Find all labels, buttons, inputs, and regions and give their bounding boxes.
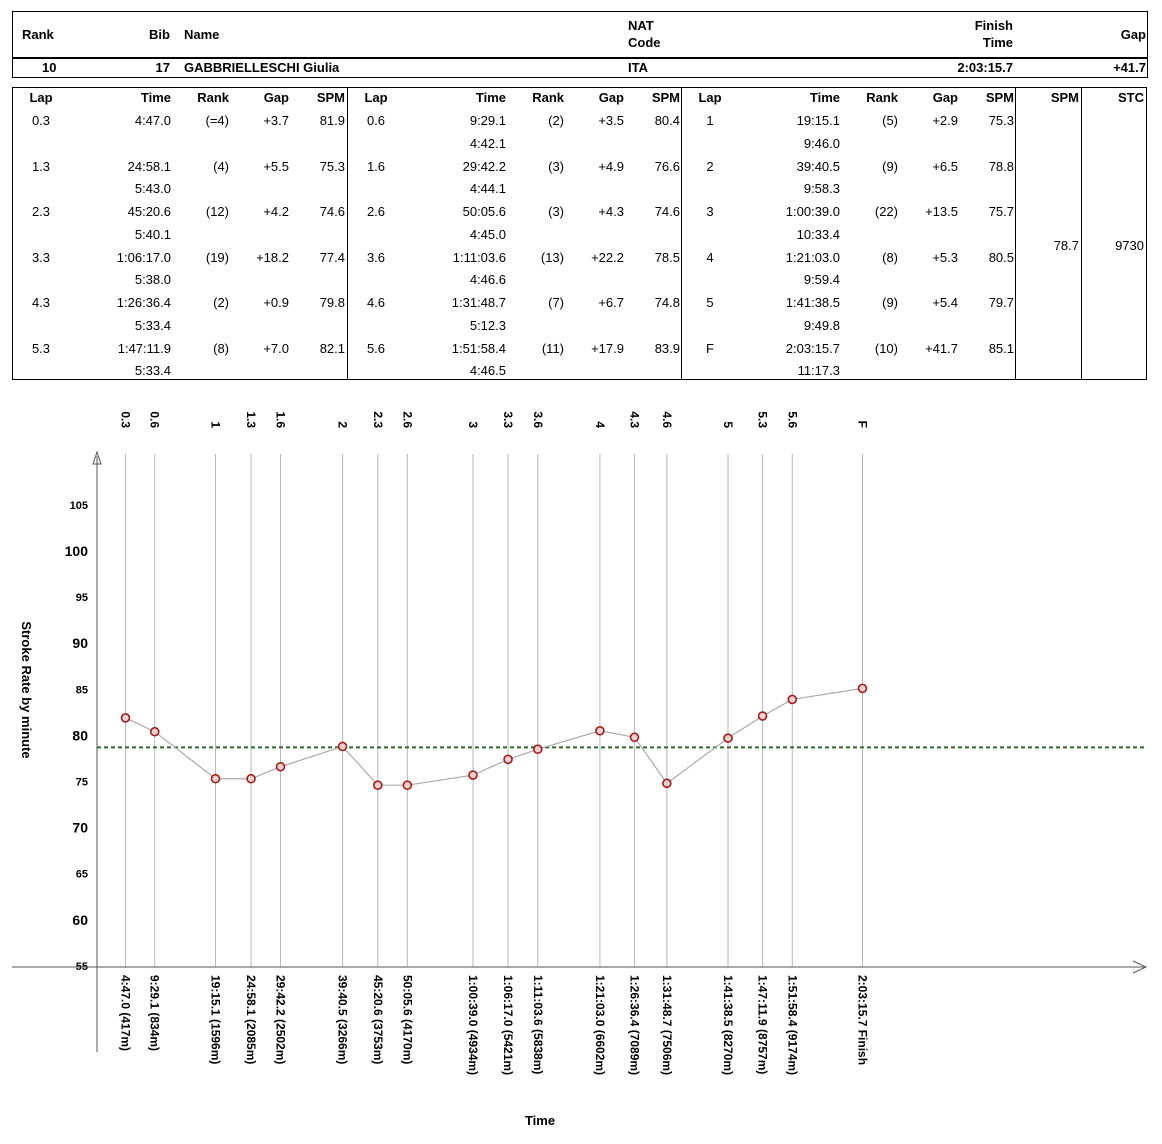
lap-cell-rank: (4) (213, 158, 229, 174)
time-distance-label: 39:40.5 (3266m) (335, 975, 350, 1065)
result-header (12, 11, 1148, 78)
y-tick-label: 90 (72, 635, 88, 652)
y-tick-label: 65 (75, 868, 88, 881)
column-divider (1015, 88, 1016, 379)
lap-cell-rank: (=4) (205, 113, 229, 128)
time-distance-label: 45:20.6 (3753m) (370, 975, 385, 1065)
lap-cell-split: 5:33.4 (134, 363, 171, 378)
spm-markers (122, 684, 867, 789)
lap-cell-rank: (11) (541, 340, 564, 356)
lap-cell-time: 2:03:15.7 (785, 340, 840, 356)
lap-cell-lap: 5 (706, 295, 714, 310)
lap-cell-gap: +7.0 (263, 340, 289, 356)
lap-cell-spm: 78.5 (654, 249, 680, 265)
lap-cell-lap: 3.3 (31, 249, 51, 265)
finish-label-line2: Time (982, 35, 1013, 50)
y-tick-label: 80 (72, 727, 88, 744)
y-tick-label: 105 (69, 499, 88, 512)
lap-cell-gap: +17.9 (591, 340, 624, 356)
summary-stc-header: STC (1118, 90, 1144, 105)
lap-cell-lap: 4 (706, 249, 714, 265)
time-distance-label: 24:58.1 (2085m) (244, 975, 259, 1065)
lap-cell-spm: 83.9 (654, 340, 680, 356)
lap-cell-split: 4:45.0 (469, 226, 506, 242)
column-divider (1081, 88, 1082, 379)
lap-top-label: 4.6 (659, 411, 674, 428)
lap-cell-spm: 75.3 (319, 158, 345, 174)
lap-cell-spm: 74.6 (319, 204, 345, 219)
time-distance-label: 1:21:03.0 (6602m) (592, 975, 607, 1076)
lap-splits-table (12, 87, 1147, 380)
lap-cell-lap: 2 (706, 158, 714, 174)
lap-cell-time: 1:41:38.5 (785, 295, 840, 310)
y-tick-label: 95 (75, 592, 88, 605)
spm-marker (122, 714, 130, 722)
lap-cell-split: 11:17.3 (797, 363, 840, 378)
lap-cell-split: 9:58.3 (803, 181, 840, 196)
spm-marker (469, 771, 477, 779)
lap-cell-lap: 1 (706, 113, 714, 128)
lap-cell-gap: +0.9 (263, 295, 289, 310)
time-distance-label: 1:06:17.0 (5421m) (501, 975, 516, 1076)
lap-top-label: 4.3 (627, 411, 642, 428)
lap-cell-rank: (19) (205, 249, 229, 265)
lap-cell-spm: 75.7 (988, 204, 1014, 219)
lap-cell-lap: 5.6 (366, 340, 386, 356)
bib-label: Bib (149, 27, 170, 42)
lap-cell-rank: (5) (882, 113, 898, 128)
time-distance-label: 1:41:38.5 (8270m) (721, 975, 736, 1076)
lap-top-label: 2 (335, 421, 350, 428)
rank-value: 10 (42, 60, 57, 75)
lap-cell-lap: 1.6 (366, 158, 386, 174)
time-distance-label: 1:31:48.7 (7506m) (659, 975, 674, 1076)
lap-cell-spm: 80.5 (988, 249, 1014, 265)
time-distance-label: 9:29.1 (834m) (147, 975, 162, 1052)
lap-cell-lap: 0.6 (366, 113, 386, 128)
column-header-time: Time (140, 90, 171, 105)
y-tick-label: 75 (75, 776, 88, 789)
y-tick-label: 60 (72, 911, 88, 928)
column-header-lap: Lap (29, 90, 53, 105)
lap-cell-rank: (3) (548, 204, 564, 219)
spm-marker (374, 781, 382, 789)
lap-cell-split: 5:43.0 (134, 181, 171, 196)
column-header-spm: SPM (651, 90, 680, 105)
lap-cell-split: 9:59.4 (803, 272, 840, 287)
lap-cell-time: 1:06:17.0 (116, 249, 171, 265)
lap-cell-time: 1:00:39.0 (785, 204, 840, 219)
lap-cell-time: 29:42.2 (462, 158, 506, 174)
lap-cell-spm: 74.8 (654, 295, 680, 310)
column-header-gap: Gap (263, 90, 289, 105)
lap-top-label: 4 (592, 421, 607, 428)
lap-cell-split: 9:49.8 (803, 317, 840, 333)
lap-cell-split: 5:33.4 (134, 317, 171, 333)
lap-top-label: 3.3 (501, 411, 516, 428)
lap-cell-split: 4:44.1 (469, 181, 506, 196)
lap-cell-rank: (12) (205, 204, 229, 219)
column-header-rank: Rank (197, 90, 229, 105)
lap-cell-time: 1:26:36.4 (116, 295, 171, 310)
time-distance-label: 1:00:39.0 (4934m) (466, 975, 481, 1076)
lap-cell-rank: (13) (540, 249, 564, 265)
y-axis-label: Stroke Rate by minute (19, 621, 34, 759)
lap-cell-lap: 4.6 (366, 295, 386, 310)
lap-cell-time: 1:11:03.6 (452, 249, 506, 265)
time-distance-label: 1:26:36.4 (7089m) (627, 975, 642, 1076)
finish-label-line1: Finish (974, 18, 1013, 33)
lap-top-label: 3.6 (530, 411, 545, 428)
lap-cell-time: 24:58.1 (127, 158, 171, 174)
column-header-spm: SPM (985, 90, 1014, 105)
spm-marker (403, 781, 411, 789)
lap-cell-split: 5:38.0 (134, 272, 171, 287)
time-distance-label: 19:15.1 (1596m) (208, 975, 223, 1065)
summary-spm-header: SPM (1050, 90, 1079, 105)
lap-cell-spm: 75.3 (988, 113, 1014, 128)
lap-cell-lap: 3.6 (366, 249, 386, 265)
lap-top-label: 2.6 (400, 411, 415, 428)
time-distance-label: 1:51:58.4 (9174m) (785, 975, 800, 1076)
time-distance-label: 50:05.6 (4170m) (400, 975, 415, 1065)
lap-cell-time: 1:31:48.7 (451, 295, 506, 310)
lap-cell-spm: 78.8 (988, 158, 1014, 174)
lap-cell-gap: +4.2 (263, 204, 289, 219)
column-divider (681, 88, 682, 379)
lap-top-label: 1 (208, 421, 223, 428)
lap-cell-time: 39:40.5 (796, 158, 840, 174)
nat-label-line2: Code (628, 35, 661, 50)
lap-cell-lap: F (706, 340, 714, 356)
spm-marker (339, 742, 347, 750)
column-header-time: Time (809, 90, 840, 105)
lap-cell-time: 9:29.1 (469, 113, 506, 128)
time-distance-label: 2:03:15.7 Finish (855, 975, 870, 1066)
spm-marker (759, 712, 767, 720)
time-distance-label: 1:11:03.6 (5838m) (530, 975, 545, 1075)
lap-cell-gap: +22.2 (591, 249, 624, 265)
lap-top-label: 5.3 (755, 411, 770, 428)
lap-cell-rank: (9) (882, 295, 898, 310)
lap-cell-lap: 0.3 (31, 113, 51, 128)
lap-cell-lap: 2.6 (366, 204, 386, 219)
lap-top-labels (119, 411, 870, 428)
spm-series-line (126, 688, 863, 785)
time-distance-label: 1:47:11.9 (8757m) (755, 975, 770, 1075)
time-distance-labels (119, 975, 870, 1075)
lap-cell-gap: +6.5 (932, 158, 958, 174)
lap-cell-spm: 79.7 (988, 295, 1014, 310)
y-tick-label: 70 (72, 819, 88, 836)
time-distance-label: 4:47.0 (417m) (118, 975, 133, 1052)
lap-cell-gap: +18.2 (256, 249, 289, 265)
x-axis-label: Time (524, 1113, 556, 1128)
lap-cell-split: 4:46.5 (469, 363, 506, 378)
gap-label: Gap (1120, 27, 1146, 42)
lap-cell-spm: 81.9 (319, 113, 345, 128)
column-header-rank: Rank (532, 90, 564, 105)
y-axis-ticks (65, 500, 89, 973)
lap-cell-rank: (2) (213, 295, 229, 310)
lap-cell-split: 5:40.1 (134, 226, 171, 242)
lap-cell-spm: 74.6 (654, 204, 680, 219)
lap-cell-rank: (3) (548, 158, 564, 174)
spm-marker (534, 745, 542, 753)
lap-cell-lap: 5.3 (31, 340, 51, 356)
lap-cell-lap: 1.3 (31, 158, 51, 174)
lap-cell-gap: +5.4 (932, 295, 958, 310)
lap-cell-spm: 79.8 (319, 295, 345, 310)
lap-top-label: 1.6 (273, 411, 288, 428)
summary-stc-value: 9730 (1115, 238, 1144, 253)
lap-cell-time: 19:15.1 (796, 113, 840, 128)
athlete-name: GABBRIELLESCHI Giulia (184, 60, 340, 75)
column-header-spm: SPM (316, 90, 345, 105)
lap-cell-gap: +41.7 (925, 340, 958, 356)
name-label: Name (184, 27, 220, 42)
spm-marker (596, 727, 604, 735)
lap-cell-split: 4:46.6 (469, 272, 506, 287)
spm-marker (630, 733, 638, 741)
lap-cell-split: 10:33.4 (796, 226, 840, 242)
time-distance-label: 29:42.2 (2502m) (273, 975, 288, 1065)
lap-cell-time: 1:47:11.9 (117, 340, 171, 356)
lap-cell-lap: 2.3 (31, 204, 51, 219)
lap-cell-rank: (8) (213, 340, 229, 356)
lap-top-label: 1.3 (244, 411, 259, 428)
lap-top-label: 0.3 (118, 411, 133, 428)
lap-cell-time: 1:21:03.0 (785, 249, 840, 265)
lap-cell-gap: +3.5 (598, 113, 624, 128)
lap-cell-time: 4:47.0 (134, 113, 171, 128)
spm-marker (212, 775, 220, 783)
spm-marker (277, 763, 285, 771)
lap-cell-spm: 85.1 (988, 340, 1014, 356)
stroke-rate-chart (0, 404, 1162, 1144)
y-tick-label: 85 (75, 684, 88, 697)
lap-cell-gap: +4.3 (598, 204, 624, 219)
nat-value: ITA (628, 60, 648, 75)
lap-cell-gap: +6.7 (598, 295, 624, 310)
rank-label: Rank (22, 27, 54, 42)
lap-cell-rank: (10) (874, 340, 898, 356)
finish-time-value: 2:03:15.7 (957, 60, 1013, 75)
lap-top-label: 2.3 (370, 411, 385, 428)
lap-cell-spm: 76.6 (654, 158, 680, 174)
lap-cell-lap: 3 (706, 204, 714, 219)
column-header-lap: Lap (698, 90, 722, 105)
lap-top-label: 3 (466, 421, 481, 428)
lap-cell-time: 1:51:58.4 (451, 340, 506, 356)
spm-marker (151, 728, 159, 736)
lap-cell-rank: (7) (548, 295, 564, 310)
lap-top-label: F (855, 420, 870, 428)
lap-cell-split: 5:12.3 (469, 317, 506, 333)
lap-cell-lap: 4.3 (31, 295, 51, 310)
lap-top-label: 5 (721, 421, 736, 428)
lap-cell-rank: (9) (882, 158, 898, 174)
lap-cell-gap: +5.3 (932, 249, 958, 265)
lap-cell-gap: +3.7 (263, 113, 289, 128)
lap-cell-spm: 82.1 (319, 340, 345, 356)
lap-cell-rank: (8) (882, 249, 898, 265)
lap-cell-gap: +5.5 (263, 158, 289, 174)
column-header-gap: Gap (932, 90, 958, 105)
column-header-rank: Rank (866, 90, 898, 105)
lap-cell-spm: 77.4 (319, 249, 345, 265)
gap-value: +41.7 (1113, 60, 1146, 75)
spm-marker (504, 755, 512, 763)
lap-cell-time: 45:20.6 (127, 204, 171, 219)
nat-label-line1: NAT (628, 18, 654, 33)
lap-cell-gap: +13.5 (925, 204, 958, 219)
lap-cell-gap: +2.9 (932, 113, 958, 128)
spm-marker (788, 695, 796, 703)
summary-spm-value: 78.7 (1053, 238, 1079, 253)
spm-marker (724, 734, 732, 742)
lap-cell-time: 50:05.6 (462, 204, 506, 219)
column-header-lap: Lap (364, 90, 388, 105)
spm-marker (247, 775, 255, 783)
lap-gridlines (126, 454, 863, 967)
lap-cell-gap: +4.9 (598, 158, 624, 174)
lap-cell-split: 4:42.1 (469, 135, 506, 151)
y-tick-label: 100 (64, 543, 88, 559)
lap-top-label: 0.6 (147, 411, 162, 428)
lap-cell-spm: 80.4 (654, 113, 680, 128)
bib-value: 17 (155, 60, 170, 75)
lap-cell-split: 9:46.0 (803, 135, 840, 151)
y-tick-label: 55 (75, 960, 88, 973)
column-header-gap: Gap (598, 90, 624, 105)
lap-cell-rank: (22) (874, 204, 898, 219)
column-divider (347, 88, 348, 379)
column-header-time: Time (475, 90, 506, 105)
spm-marker (859, 684, 867, 692)
lap-cell-rank: (2) (548, 113, 564, 128)
spm-marker (663, 779, 671, 787)
lap-top-label: 5.6 (785, 411, 800, 428)
